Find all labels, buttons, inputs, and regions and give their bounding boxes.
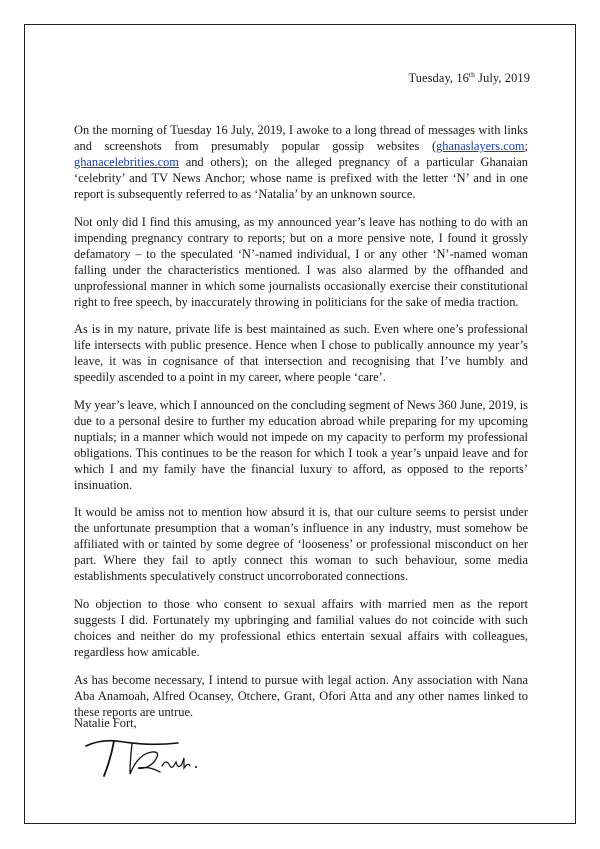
signature	[80, 732, 220, 780]
letter-body	[74, 122, 528, 731]
closing-name: Natalie Fort,	[74, 716, 137, 730]
paragraph-5: It would be amiss not to mention how absurd it is, that our culture seems to persist under the unfortunate presumption that a woman’s influence in any industry, must somehow be affiliated with or tainted by some degree of ‘looseness’ or professional misconduct on her part. Where they fail to aptly connect this woman to such behaviour, some media establishments speculatively construct uncorroborated connections.	[74, 505, 528, 584]
paragraph-4: My year’s leave, which I announced on the concluding segment of News 360 June, 2019, is due to a personal desire to further my education abroad while preparing for my upcoming nuptials; in a manner which would not impede on my capacity to perform my professional obligations. This continues to be the reason for which I took a year’s unpaid leave and for which I and my family have the financial luxury to afford, as opposed to the reports’ insinuation.	[74, 397, 528, 492]
paragraph-1: On the morning of Tuesday 16 July, 2019, I awoke to a long thread of messages with links and screenshots from presumably popular gossip websites (ghanaslayers.com; ghanacelebrities.com and others); on the alleged pregnancy of a particular Ghanaian ‘celebrity’ and TV News Anchor; whose name is prefixed with the letter ‘N’ and in one report is subsequently referred to as ‘Natalia’ by an unknown source.	[74, 123, 528, 201]
letter-date: Tuesday, 16th July, 2019	[408, 69, 530, 85]
paragraph-6: No objection to those who consent to sexual affairs with married men as the report suggests I did. Fortunately my upbringing and familial values do not coincide with such choices and neither do my professional ethics entertain sexual affairs with colleagues, regardless how amicable.	[74, 596, 528, 659]
link-ghanacelebrities[interactable]: ghanacelebrities.com	[74, 155, 179, 169]
paragraph-7: As has become necessary, I intend to pursue with legal action. Any association with Nana Aba Anamoah, Alfred Ocansey, Otchere, Grant, Ofori Atta and any other names linked to these reports are untrue.	[74, 672, 528, 719]
link-ghanaslayers[interactable]: ghanaslayers.com	[436, 139, 525, 153]
date-ordinal: th	[468, 69, 475, 79]
paragraph-3: As is in my nature, private life is best maintained as such. Even where one’s professional life intersects with public presence. Hence when I chose to publically announce my year’s leave, it was in cognisance of that intersection and recognising that I’ve humbly and speedily ascended to a point in my career, where people ‘care’.	[74, 322, 528, 385]
paragraph-2: Not only did I find this amusing, as my announced year’s leave has nothing to do with an impending pregnancy contrary to reports; but on a more pensive note, I found it grossly defamatory – to the speculated ‘N’-named individual, I or any other ‘N’-named woman falling under the characteristics mentioned. I was also alarmed by the offhanded and unprofessional manner in which some journalists occasionally exercise their constitutional right to free speech, by inaccurately throwing in politicians for the sake of media traction.	[74, 214, 528, 309]
